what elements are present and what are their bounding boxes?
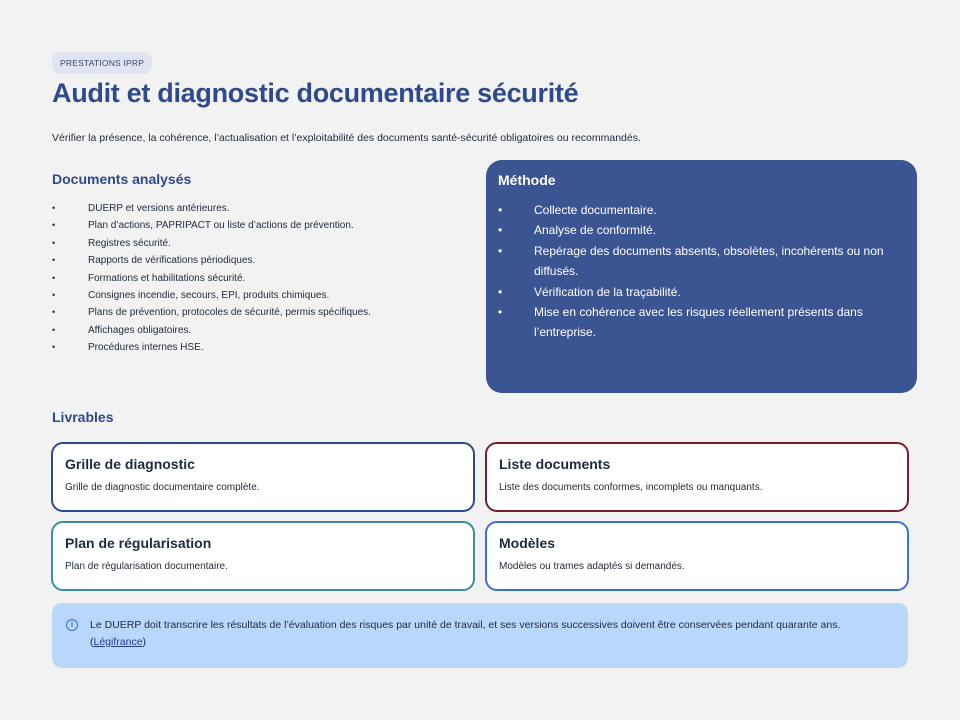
documents-heading: Documents analysés <box>52 171 192 187</box>
list-item: • Plans de prévention, protocoles de sécurité, permis spécifiques. <box>52 304 472 321</box>
page-subtitle: Vérifier la présence, la cohérence, l’actualisation et l’exploitabilité des documents santé-sécurité obligatoires ou recommandés. <box>52 132 641 144</box>
page-title: Audit et diagnostic documentaire sécurité <box>52 78 579 108</box>
legifrance-link[interactable]: Légifrance <box>93 636 143 648</box>
deliverable-card-diagnostic <box>51 442 475 512</box>
category-badge: PRESTATIONS IPRP <box>52 52 152 74</box>
method-heading: Méthode <box>498 172 556 188</box>
card-text: Modèles ou trames adaptés si demandés. <box>499 561 685 572</box>
info-icon: i <box>66 619 78 631</box>
list-item: • Registres sécurité. <box>52 235 472 252</box>
card-title: Liste documents <box>499 456 611 472</box>
list-item: • Repérage des documents absents, obsolètes, incohérents ou non diffusés. <box>498 241 897 282</box>
list-item: • Collecte documentaire. <box>498 200 897 220</box>
note-text: Le DUERP doit transcrire les résultats de l’évaluation des risques par unité de travail, et ses versions successives doivent être conservées pendant quarante ans. <box>90 619 841 631</box>
list-item: • Analyse de conformité. <box>498 220 897 240</box>
note-paren-open: ( <box>90 636 94 648</box>
info-note <box>52 603 908 668</box>
list-item: • DUERP et versions antérieures. <box>52 200 472 217</box>
card-text: Grille de diagnostic documentaire complète. <box>65 482 260 493</box>
card-title: Modèles <box>499 535 556 551</box>
card-title: Grille de diagnostic <box>65 456 195 472</box>
deliverables-heading: Livrables <box>52 409 114 425</box>
method-panel <box>486 160 917 393</box>
card-title: Plan de régularisation <box>65 535 212 551</box>
list-item: • Affichages obligatoires. <box>52 322 472 339</box>
documents-list <box>52 200 472 357</box>
deliverable-card-models <box>485 521 909 591</box>
list-item: • Vérification de la traçabilité. <box>498 282 897 302</box>
list-item: • Mise en cohérence avec les risques réellement présents dans l’entreprise. <box>498 302 897 343</box>
note-paren-close: ) <box>142 636 147 648</box>
deliverable-card-regularisation <box>51 521 475 591</box>
list-item: • Formations et habilitations sécurité. <box>52 270 472 287</box>
list-item: • Consignes incendie, secours, EPI, produits chimiques. <box>52 287 472 304</box>
card-text: Liste des documents conformes, incomplets ou manquants. <box>499 482 763 493</box>
deliverable-card-documents <box>485 442 909 512</box>
list-item: • Plan d’actions, PAPRIPACT ou liste d’actions de prévention. <box>52 217 472 234</box>
list-item: • Rapports de vérifications périodiques. <box>52 252 472 269</box>
list-item: • Procédures internes HSE. <box>52 339 472 356</box>
card-text: Plan de régularisation documentaire. <box>65 561 228 572</box>
method-list <box>498 200 897 343</box>
